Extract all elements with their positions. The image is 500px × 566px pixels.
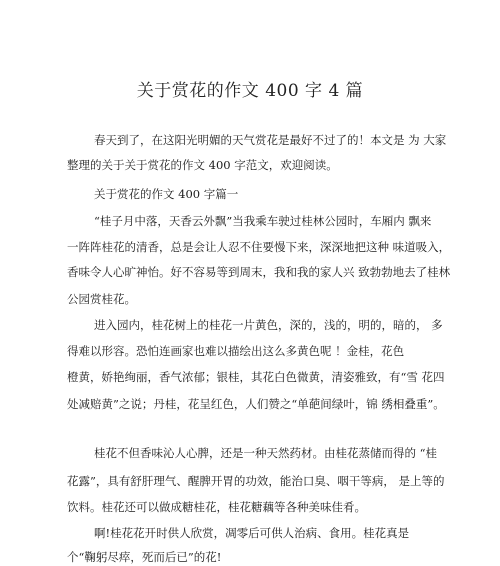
paragraph-line: 香味令人心旷神怡。好不容易等到周末，我和我的家人兴 致勃勃地去了桂林: [67, 265, 451, 279]
paragraph-line: 桂花不但香味沁人心脾，还是一种天然药材。由桂花蒸储而得的 “桂: [94, 446, 438, 460]
document-title: 关于赏花的作文 400 字 4 篇: [136, 81, 364, 101]
paragraph-line: 个“鞠躬尽瘁，死而后已”的花!: [67, 550, 222, 564]
paragraph-line: 花露”，具有舒肝理气、醒脾开胃的功效，能治口臭、咽干等病， 是上等的: [67, 474, 445, 488]
paragraph-line: 进入园内，桂花树上的桂花一片黄色，深的，浅的，明的，暗的， 多: [94, 318, 443, 332]
paragraph-line: 啊!桂花花开时供人欣赏，凋零后可供人治病、食用。桂花真是: [94, 526, 410, 540]
paragraph-line: 春天到了，在这阳光明媚的天气赏花是最好不过了的！本文是 为 大家: [94, 133, 447, 147]
paragraph-line: 整理的关于关于赏花的作文 400 字范文，欢迎阅读。: [67, 158, 338, 172]
paragraph-line: 处减赔黄”之说；丹桂，花呈红色，人们赞之“单葩间绿叶，锦 绣相叠重”。: [67, 397, 445, 411]
paragraph-line: 饮料。桂花还可以做成糖桂花，桂花糖藕等各种美味佳肴。: [67, 500, 366, 514]
paragraph-line: 一阵阵桂花的清香，总是会让人忍不住要慢下来，深深地把这种 味道吸入，: [67, 240, 451, 254]
paragraph-line: 得难以形容。恐怕连画家也难以描绘出这么多黄色呢 ！金桂，花色: [67, 344, 405, 358]
section-heading: 关于赏花的作文 400 字篇一: [94, 187, 239, 201]
paragraph-line: “桂子月中落，天香云外飘”当我乘车驶过桂林公园时，车厢内 飘来: [94, 214, 432, 228]
paragraph-line: 橙黄，娇艳绚丽，香气浓郁；银桂，其花白色微黄，清姿雅致，有“雪 花四: [67, 370, 445, 384]
paragraph-line: 公园赏桂花。: [67, 292, 136, 306]
